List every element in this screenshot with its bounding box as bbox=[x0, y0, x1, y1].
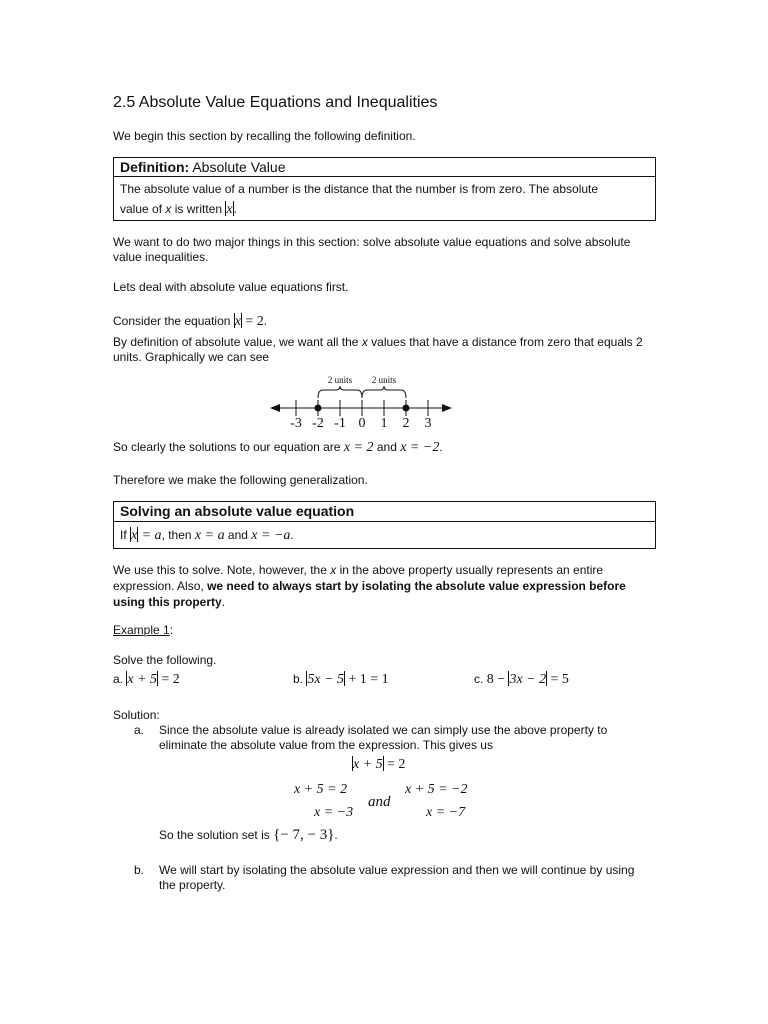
solution-eq-inner: x + 5 bbox=[353, 757, 383, 772]
number-line-braces bbox=[318, 386, 406, 398]
rule-end: . bbox=[290, 528, 294, 542]
problem-c-lhs: 8 − bbox=[486, 672, 506, 687]
problem-b-rhs: + 1 = 1 bbox=[348, 672, 389, 687]
rule-if: If bbox=[120, 528, 127, 542]
rule-rhs: = a bbox=[141, 528, 162, 543]
example-colon: : bbox=[169, 623, 174, 637]
example-problem-b bbox=[293, 671, 389, 688]
brace-right bbox=[362, 386, 406, 398]
solution-right-step2: x = −7 bbox=[426, 805, 466, 820]
problem-b-inner: 5x − 5 bbox=[307, 672, 345, 687]
brace-left bbox=[318, 386, 362, 398]
definition-heading bbox=[114, 158, 655, 177]
so-clearly-line bbox=[113, 440, 443, 456]
definition-label: Definition: bbox=[120, 159, 190, 175]
use-this-paragraph bbox=[113, 562, 661, 610]
definition-name: Absolute Value bbox=[192, 159, 286, 175]
solution-eq-rhs: = 2 bbox=[387, 757, 406, 772]
use-this-var: x bbox=[330, 563, 337, 577]
definition-line1: The absolute value of a number is the distance that the number is from zero. The absolute bbox=[120, 182, 599, 196]
rule-and: and bbox=[227, 528, 248, 542]
example-label: Example 1 bbox=[113, 623, 170, 637]
brace-label-left: 2 units bbox=[327, 375, 353, 385]
definition-line2 bbox=[120, 199, 649, 220]
problem-c-label: c. bbox=[474, 672, 484, 686]
consider-lhs: x bbox=[234, 314, 241, 329]
use-this-bold: we need to always start by isolating the absolute value expression before using this property bbox=[113, 579, 626, 609]
so-clearly-end: . bbox=[439, 440, 443, 454]
solution-set-line bbox=[159, 827, 338, 844]
solution-b-marker: b. bbox=[134, 863, 145, 877]
example-instruction: Solve the following. bbox=[113, 653, 217, 667]
by-definition-paragraph bbox=[113, 335, 658, 365]
definition-abs-expr: x bbox=[226, 202, 233, 217]
tick-label: 0 bbox=[358, 416, 366, 431]
solution-two: x = −2 bbox=[400, 440, 440, 455]
solution-left-step1: x + 5 = 2 bbox=[294, 782, 348, 797]
solution-set: {− 7, − 3} bbox=[273, 827, 335, 843]
solution-label: Solution: bbox=[113, 708, 160, 722]
use-this-part1: We use this to solve. Note, however, the bbox=[113, 563, 327, 577]
definition-var: x bbox=[165, 202, 172, 216]
rule-heading: Solving an absolute value equation bbox=[114, 502, 655, 522]
use-this-end: . bbox=[221, 595, 226, 609]
number-line-ticks bbox=[290, 400, 431, 431]
problem-c-rhs: = 5 bbox=[550, 672, 569, 687]
solution-a-marker: a. bbox=[134, 723, 145, 737]
solution-set-end: . bbox=[334, 828, 338, 842]
intro-text: We begin this section by recalling the following definition. bbox=[113, 129, 416, 143]
by-def-part1: By definition of absolute value, we want all the bbox=[113, 335, 359, 349]
solution-one: x = 2 bbox=[343, 440, 374, 455]
problem-a-label: a. bbox=[113, 672, 124, 686]
consider-end: . bbox=[263, 314, 268, 328]
problem-b-label: b. bbox=[293, 672, 304, 686]
rule-lhs: x bbox=[131, 528, 138, 543]
tick-label: -2 bbox=[312, 416, 324, 431]
consider-line bbox=[113, 313, 267, 330]
solution-a-text: Since the absolute value is already isolated we can simply use the above property to eliminate the absolute value from the expression. This gives us bbox=[159, 723, 608, 752]
solution-left-step2: x = −3 bbox=[314, 805, 354, 820]
so-clearly-text: So clearly the solutions to our equation are bbox=[113, 440, 341, 454]
number-line-arrow-left bbox=[270, 404, 280, 412]
tick-label: 2 bbox=[402, 416, 410, 431]
tick-label: 1 bbox=[380, 416, 388, 431]
definition-body bbox=[114, 177, 655, 222]
problem-a-rhs: = 2 bbox=[161, 672, 180, 687]
rule-then: , then bbox=[161, 528, 192, 542]
solution-point bbox=[403, 405, 410, 412]
therefore-text: Therefore we make the following generalization. bbox=[113, 473, 368, 487]
consider-text: Consider the equation bbox=[113, 314, 231, 328]
definition-box bbox=[113, 157, 656, 221]
page-title: 2.5 Absolute Value Equations and Inequalities bbox=[113, 94, 438, 111]
example-problem-c bbox=[474, 671, 569, 688]
solution-set-text: So the solution set is bbox=[159, 828, 270, 842]
number-line-arrow-right bbox=[442, 404, 452, 412]
so-clearly-and: and bbox=[376, 440, 397, 454]
by-def-part2: values that have a distance from zero that equals 2 units. Graphically we can see bbox=[113, 335, 643, 364]
tick-label: 3 bbox=[424, 416, 432, 431]
rule-box bbox=[113, 501, 656, 549]
definition-line2-prefix: value of bbox=[120, 202, 163, 216]
problem-a-inner: x + 5 bbox=[127, 672, 158, 687]
definition-line2-end: . bbox=[233, 202, 237, 216]
tick-label: -3 bbox=[290, 416, 302, 431]
rule-eq1: x = a bbox=[194, 528, 225, 543]
first-paragraph: Lets deal with absolute value equations first. bbox=[113, 280, 349, 294]
solution-point bbox=[315, 405, 322, 412]
use-this-part2: in the above property usually represents an entire expression. Also, bbox=[113, 563, 604, 593]
solution-right-step1: x + 5 = −2 bbox=[405, 782, 468, 797]
brace-label-right: 2 units bbox=[371, 375, 397, 385]
rule-body bbox=[114, 522, 655, 549]
solution-b-text: We will start by isolating the absolute value expression and then we will continue by using the property. bbox=[159, 863, 635, 892]
consider-rhs: = 2 bbox=[245, 314, 264, 329]
problem-c-inner: 3x − 2 bbox=[509, 672, 547, 687]
solution-a-equation bbox=[352, 756, 405, 773]
definition-line2-mid: is written bbox=[174, 202, 223, 216]
solution-and: and bbox=[368, 794, 391, 810]
number-line bbox=[260, 368, 460, 432]
tick-label: -1 bbox=[334, 416, 346, 431]
goals-paragraph: We want to do two major things in this section: solve absolute value equations and solve absolute value inequalities. bbox=[113, 235, 631, 264]
by-def-var: x bbox=[361, 335, 368, 349]
example-heading bbox=[113, 623, 173, 637]
rule-eq2: x = −a bbox=[251, 528, 291, 543]
example-problem-a bbox=[113, 671, 180, 688]
